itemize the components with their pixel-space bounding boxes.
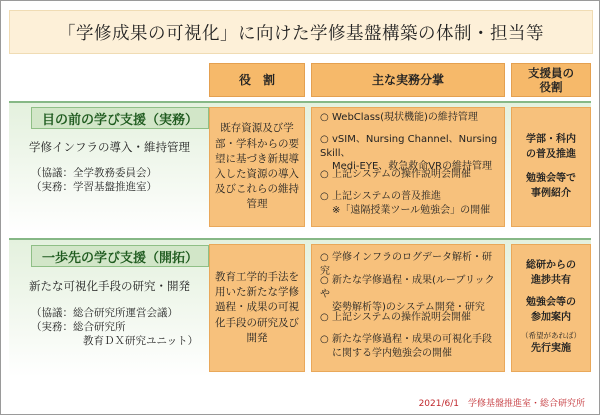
support-line: 先行実施 <box>531 343 571 355</box>
header-support <box>511 63 591 97</box>
task-text-cont: ※「遠隔授業ツール勉強会」の開催 <box>332 204 491 216</box>
support-line: 事例紹介 <box>531 187 571 199</box>
section2-role-text: 教育工学的手法を用いた新たな学修過程・成果の可視化手段の研究及び開発 <box>215 270 299 344</box>
header-role: 役 割 <box>209 63 305 97</box>
task-text: 上記システムの操作説明会開催 <box>332 169 471 180</box>
task-text-cont: 姿勢解析等)のシステム開発・研究 <box>332 302 485 313</box>
section2-role <box>209 244 305 372</box>
task-text: 上記システムの普及推進 <box>332 191 441 202</box>
section2-impl2: 教育ＤＸ研究ユニット） <box>83 335 199 347</box>
support-line: の普及推進 <box>526 148 576 160</box>
support-line: 学部・科内 <box>526 134 576 145</box>
section1-collab: （協議：全学教務委員会） <box>31 167 157 179</box>
section1-task-3 <box>320 168 500 182</box>
section1-title: 目の前の学び支援（実務） <box>31 107 209 129</box>
bullet-icon: ○ <box>320 169 329 180</box>
section2-collab: （協議：総合研究所運営会議） <box>31 307 178 319</box>
section1-task-4 <box>320 190 500 217</box>
task-text-cont: Medi-EYE、救急救命VRの維持管理 <box>332 161 493 172</box>
section1-role-text: 既存資源及び学部・学科からの要望に基づき新規導入した資源の導入及びこれらの維持管理 <box>215 122 299 211</box>
footer-credit: 2021/6/1 学修基盤推進室・総合研究所 <box>418 399 585 409</box>
task-text: 新たな学修過程・成果(ルーブリックや <box>320 275 495 300</box>
section1-subtitle: 学修インフラの導入・維持管理 <box>29 140 190 154</box>
support-line: 総研からの <box>526 260 576 272</box>
section2-task-4 <box>320 333 500 360</box>
task-text: 上記システムの操作説明会開催 <box>332 312 471 323</box>
header-tasks: 主な実務分掌 <box>311 63 505 97</box>
bullet-icon: ○ <box>320 134 329 145</box>
bullet-icon: ○ <box>320 334 329 345</box>
task-text: 新たな学修過程・成果の可視化手段 <box>332 334 492 345</box>
task-text: 学修インフラのログデータ解析・研究 <box>320 252 492 277</box>
section2-task-2 <box>320 274 500 315</box>
header-support-label: 支援員の役割 <box>528 65 574 94</box>
section1-impl: （実務：学習基盤推進室） <box>31 181 157 193</box>
support-line: 参加案内 <box>531 311 571 323</box>
section2-impl1: （実務：総合研究所 <box>31 321 126 333</box>
section1-role <box>209 107 305 227</box>
bullet-icon: ○ <box>320 312 329 323</box>
page-title: 「学修成果の可視化」に向けた学修基盤構築の体制・担当等 <box>9 10 593 54</box>
section2-title: 一歩先の学び支援（開拓） <box>31 245 209 267</box>
support-line: 勉強会等の <box>526 297 576 309</box>
bullet-icon: ○ <box>320 191 329 202</box>
bullet-icon: ○ <box>320 112 329 123</box>
task-text: vSIM、Nursing Channel、Nursing Skill、 <box>320 134 498 159</box>
section1-support <box>511 107 591 227</box>
support-line: （希望があれば） <box>521 331 581 341</box>
section2-task-3 <box>320 311 500 325</box>
section2-support <box>511 244 591 372</box>
bullet-icon: ○ <box>320 252 329 263</box>
task-text: WebClass(現状機能)の維持管理 <box>332 112 478 123</box>
section2-subtitle: 新たな可視化手段の研究・開発 <box>29 279 190 293</box>
section1-task-1 <box>320 111 500 125</box>
task-text-cont: に関する学内勉強会の開催 <box>332 347 452 359</box>
support-line: 勉強会等で <box>526 173 576 184</box>
support-line: 進捗共有 <box>531 274 571 286</box>
bullet-icon: ○ <box>320 275 329 286</box>
